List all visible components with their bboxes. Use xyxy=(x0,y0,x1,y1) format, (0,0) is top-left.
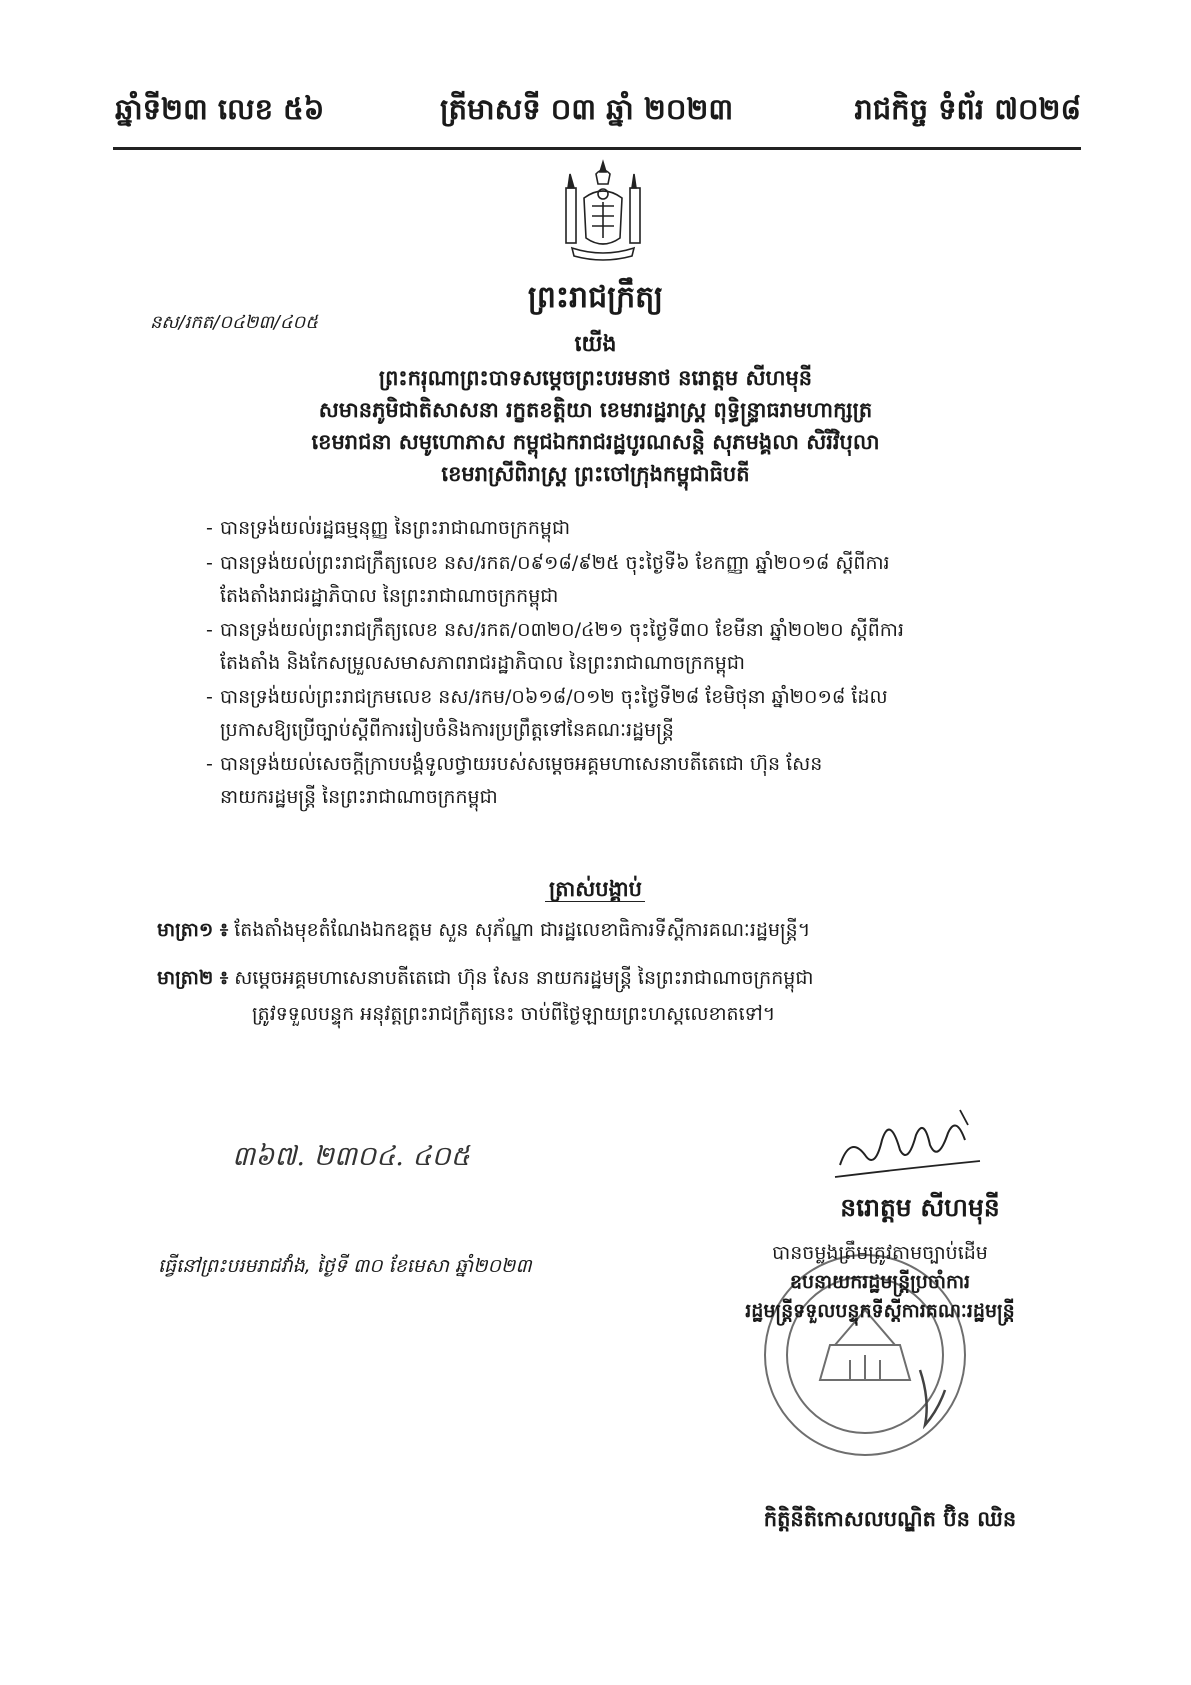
certifying-official-name: កិត្តិនីតិកោសលបណ្ឌិត ប៊ិន ឈិន xyxy=(763,1507,1017,1531)
header-divider xyxy=(113,147,1081,150)
place-and-date: ធ្វើនៅព្រះបរមរាជវាំង, ថ្ងៃទី ៣០ ខែមេសា ឆ្នាំ២០២៣ xyxy=(158,1255,532,1277)
considering-clause: - បានទ្រង់យល់ព្រះរាជក្រឹត្យលេខ នស/រកត/០៣២០/៤២១ ចុះថ្ងៃទី៣០ ខែមីនា ឆ្នាំ២០២០ ស្តីពីការ តែងតាំង និងកែសម្រួលសមាសភាពរាជរដ្ឋាភិបាល នៃព្រះរាជាណាចក្រកម្ពុជា xyxy=(220,614,1020,680)
king-title-line: ខេមរាស្រីពិរាស្ត្រ ព្រះចៅក្រុងកម្ពុជាធិបតី xyxy=(441,462,750,486)
we-heading: យើង xyxy=(574,332,617,357)
article-text: តែងតាំងមុខតំណែងឯកឧត្តម សួន សុភ័ណ្ឌា ជារដ្ឋលេខាធិការទីស្តីការគណៈរដ្ឋមន្ត្រី។ xyxy=(234,919,811,941)
gazette-quarter: ត្រីមាសទី ០៣ ឆ្នាំ ២០២៣ xyxy=(440,92,734,126)
certification-line: បានចម្លងត្រឹមត្រូវតាមច្បាប់ដើម xyxy=(772,1242,988,1264)
king-title-line: ព្រះករុណាព្រះបាទសម្តេចព្រះបរមនាថ នរោត្តម សីហមុនី xyxy=(378,366,813,390)
clause-line: នាយករដ្ឋមន្ត្រី នៃព្រះរាជាណាចក្រកម្ពុជា xyxy=(220,786,498,808)
gazette-issue: ឆ្នាំទី២៣ លេខ ៥៦ xyxy=(115,92,325,126)
handwritten-registration-number: ៣៦៧. ២៣០៤. ៤០៥ xyxy=(232,1141,470,1172)
order-underline xyxy=(545,901,645,902)
clause-line: បានទ្រង់យល់ព្រះរាជក្រឹត្យលេខ នស/រកត/០៩១៨/៩២៥ ចុះថ្ងៃទី៦ ខែកញ្ញា ឆ្នាំ២០១៨ ស្តីពីការ xyxy=(220,552,890,574)
clause-line: បានទ្រង់យល់សេចក្តីក្រាបបង្គំទូលថ្វាយរបស់សម្តេចអគ្គមហាសេនាបតីតេជោ ហ៊ុន សែន xyxy=(220,753,823,775)
article-text: សម្តេចអគ្គមហាសេនាបតីតេជោ ហ៊ុន សែន នាយករដ្ឋមន្ត្រី នៃព្រះរាជាណាចក្រកម្ពុជា xyxy=(234,967,814,989)
article-text: ត្រូវទទួលបន្ទុក អនុវត្តព្រះរាជក្រឹត្យនេះ ចាប់ពីថ្ងៃឡាយព្រះហស្តលេខាតទៅ។ xyxy=(252,1003,776,1025)
clause-line: បានទ្រង់យល់ព្រះរាជក្រឹត្យលេខ នស/រកត/០៣២០/៤២១ ចុះថ្ងៃទី៣០ ខែមីនា ឆ្នាំ២០២០ ស្តីពីការ xyxy=(220,619,904,641)
order-heading: ត្រាស់បង្គាប់ xyxy=(549,877,642,901)
article-2 xyxy=(157,960,1037,1032)
certification-line: រដ្ឋមន្ត្រីទទួលបន្ទុកទីស្តីការគណៈរដ្ឋមន្ត្រី xyxy=(745,1300,1015,1322)
king-title-line: សមានភូមិជាតិសាសនា រក្ខតខត្តិយា ខេមរារដ្ឋរាស្ត្រ ពុទ្ធិន្ទ្រាធរាមហាក្សត្រ xyxy=(318,398,873,422)
considering-clause: - បានទ្រង់យល់ព្រះរាជក្រឹត្យលេខ នស/រកត/០៩១៨/៩២៥ ចុះថ្ងៃទី៦ ខែកញ្ញា ឆ្នាំ២០១៨ ស្តីពីការ តែងតាំងរាជរដ្ឋាភិបាល នៃព្រះរាជាណាចក្រកម្ពុជា xyxy=(220,547,1020,613)
certification-line: ឧបនាយករដ្ឋមន្ត្រីប្រចាំការ xyxy=(789,1271,971,1293)
clause-line: បានទ្រង់យល់ព្រះរាជក្រមលេខ នស/រកម/០៦១៨/០១២ ចុះថ្ងៃទី២៨ ខែមិថុនា ឆ្នាំ២០១៨ ដែល xyxy=(220,686,888,708)
article-label: មាត្រា២ ៖ xyxy=(157,967,229,989)
clause-line: បានទ្រង់យល់រដ្ឋធម្មនុញ្ញ នៃព្រះរាជាណាចក្រកម្ពុជា xyxy=(220,517,571,539)
king-name: នរោត្តម សីហមុនី xyxy=(840,1193,1000,1222)
clause-line: ប្រកាសឱ្យប្រើច្បាប់ស្តីពីការរៀបចំនិងការប្រព្រឹត្តទៅនៃគណៈរដ្ឋមន្ត្រី xyxy=(220,719,674,741)
royal-arms-icon xyxy=(548,158,658,268)
decree-reference-number: នស/រកត/០៤២៣/៤០៥ xyxy=(150,312,319,333)
decree-title: ព្រះរាជក្រឹត្យ xyxy=(527,280,664,315)
considering-clause: - បានទ្រង់យល់ព្រះរាជក្រមលេខ នស/រកម/០៦១៨/០១២ ចុះថ្ងៃទី២៨ ខែមិថុនា ឆ្នាំ២០១៨ ដែល ប្រកាសឱ្យប្រើច្បាប់ស្តីពីការរៀបចំនិងការប្រព្រឹត្តទៅនៃគណៈរដ្ឋមន្ត្រី xyxy=(220,681,1020,747)
king-title-line: ខេមរាជនា សមូហោភាស កម្ពុជឯករាជរដ្ឋបូរណសន្តិ សុភមង្គលា សិរីវិបុលា xyxy=(311,430,880,454)
article-1 xyxy=(157,912,1037,948)
clause-line: តែងតាំងរាជរដ្ឋាភិបាល នៃព្រះរាជាណាចក្រកម្ពុជា xyxy=(220,585,559,607)
considering-clause: - បានទ្រង់យល់រដ្ឋធម្មនុញ្ញ នៃព្រះរាជាណាចក្រកម្ពុជា xyxy=(220,512,1020,545)
article-label: មាត្រា១ ៖ xyxy=(157,919,229,941)
king-signature xyxy=(820,1095,990,1185)
gazette-page-number: រាជកិច្ច ទំព័រ ៧០២៨ xyxy=(854,92,1081,126)
clause-line: តែងតាំង និងកែសម្រួលសមាសភាពរាជរដ្ឋាភិបាល នៃព្រះរាជាណាចក្រកម្ពុជា xyxy=(220,652,745,674)
considering-clause: - បានទ្រង់យល់សេចក្តីក្រាបបង្គំទូលថ្វាយរបស់សម្តេចអគ្គមហាសេនាបតីតេជោ ហ៊ុន សែន នាយករដ្ឋមន្ត្រី នៃព្រះរាជាណាចក្រកម្ពុជា xyxy=(220,748,1020,814)
